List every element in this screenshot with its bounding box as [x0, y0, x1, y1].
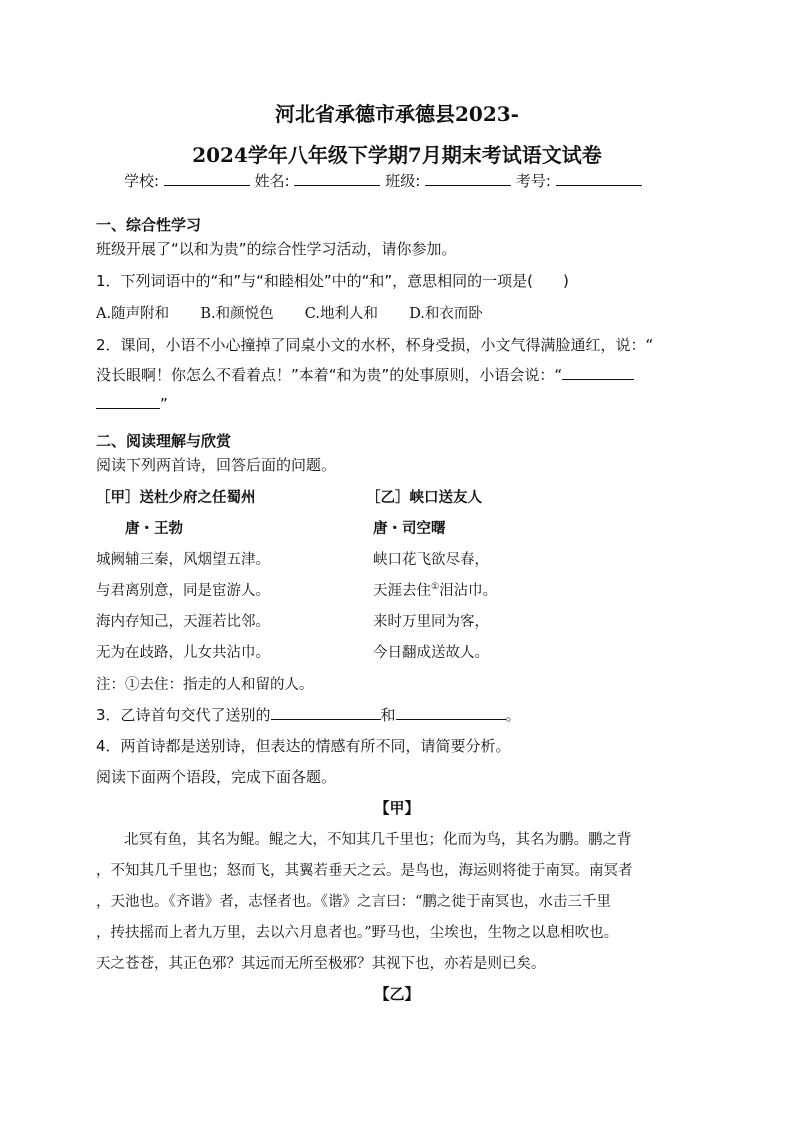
poem-b-line: 来时万里同为客， — [373, 614, 489, 630]
class-field[interactable] — [425, 171, 511, 186]
name-field[interactable] — [294, 171, 380, 186]
option-a[interactable]: A.随声附和 — [96, 306, 170, 322]
poem-a-line: 与君离别意，同是宦游人。 — [96, 583, 270, 599]
poem-a-title: ［甲］送杜少府之任蜀州 — [96, 489, 256, 506]
question-3 — [96, 704, 521, 725]
poem-b-author: 唐・司空曙 — [373, 520, 446, 537]
poem-b-title: ［乙］峡口送友人 — [366, 489, 482, 506]
poem-a-line: 城阙辅三秦，风烟望五津。 — [96, 552, 270, 568]
question-1: 1．下列词语中的“和”与“和睦相处”中的“和”，意思相同的一项是( ) — [96, 272, 569, 290]
poem-note — [96, 673, 314, 694]
info-fields — [124, 170, 642, 191]
exam-number-label: 考号: — [515, 172, 551, 190]
passage-b-label: 【乙】 — [374, 985, 420, 1003]
name-label: 姓名: — [254, 172, 290, 190]
answer-blank-q3a[interactable] — [271, 705, 381, 720]
page-title-line1: 河北省承德市承德县2023- — [275, 102, 519, 126]
answer-blank-q2b[interactable] — [96, 394, 160, 409]
section1-intro: 班级开展了“以和为贵”的综合性学习活动，请你参加。 — [96, 240, 457, 258]
question-2-line1: 2．课间，小语不小心撞掉了同桌小文的水杯，杯身受损，小文气得满脸通红，说：“ — [96, 336, 654, 354]
note-text: 去住：指走的人和留的人。 — [139, 677, 314, 693]
section2-intro2: 阅读下面两个语段，完成下面各题。 — [96, 768, 337, 786]
closing-quote: ” — [160, 395, 168, 413]
poem-b-line-part: 泪沾巾。 — [439, 583, 498, 599]
question-3-text: 3．乙诗首句交代了送别的 — [96, 706, 271, 724]
poem-b-line — [373, 579, 497, 600]
question-2-text: 没长眼啊！你怎么不看着点！”本着“和为贵”的处事原则，小语会说：“ — [96, 366, 563, 384]
note-marker: ① — [125, 677, 140, 693]
exam-number-field[interactable] — [556, 171, 642, 186]
passage-a-line: ，天池也。《齐谐》者，志怪者也。《谐》之言曰：“鹏之徙于南冥也，水击三千里 — [96, 894, 611, 910]
page-title-line2: 2024学年八年级下学期7月期末考试语文试卷 — [192, 143, 602, 167]
question-2-line2 — [96, 364, 634, 385]
option-b[interactable]: B.和颜悦色 — [200, 306, 274, 322]
option-c[interactable]: C.地利人和 — [304, 306, 378, 322]
poem-b-line: 峡口花飞欲尽春， — [373, 552, 489, 568]
question-3-mid: 和 — [380, 706, 396, 724]
class-label: 班级: — [385, 172, 421, 190]
section2-intro: 阅读下列两首诗，回答后面的问题。 — [96, 456, 337, 474]
answer-blank-q2a[interactable] — [562, 365, 634, 380]
school-field[interactable] — [164, 171, 250, 186]
poem-a-line: 无为在歧路，儿女共沾巾。 — [96, 645, 270, 661]
section2-heading: 二、阅读理解与欣赏 — [96, 432, 232, 450]
section1-heading: 一、综合性学习 — [96, 216, 202, 234]
passage-a-line: 天之苍苍，其正色邪？其远而无所至极邪？其视下也，亦若是则已矣。 — [96, 956, 546, 972]
poem-a-line: 海内存知己，天涯若比邻。 — [96, 614, 270, 630]
passage-a-line: ，抟扶摇而上者九万里，去以六月息者也。”野马也，尘埃也，生物之以息相吹也。 — [96, 925, 619, 941]
passage-a-line: 北冥有鱼，其名为鲲。鲲之大，不知其几千里也；化而为鸟，其名为鹏。鹏之背 — [124, 832, 632, 848]
passage-a-line: ，不知其几千里也；怒而飞，其翼若垂天之云。是鸟也，海运则将徙于南冥。南冥者 — [96, 863, 633, 879]
answer-blank-q3b[interactable] — [396, 705, 506, 720]
poem-b-line: 今日翻成送故人。 — [373, 645, 489, 661]
question-3-end: 。 — [505, 706, 521, 724]
footnote-marker: ① — [431, 582, 440, 593]
poem-a-author: 唐・王勃 — [125, 520, 183, 537]
poem-b-line-part: 天涯去住 — [373, 583, 431, 599]
school-label: 学校: — [124, 172, 160, 190]
question-4: 4．两首诗都是送别诗，但表达的情感有所不同，请简要分析。 — [96, 737, 511, 755]
note-prefix: 注： — [96, 677, 125, 693]
question-1-options — [96, 302, 483, 323]
passage-a-label: 【甲】 — [374, 799, 420, 817]
option-d[interactable]: D.和衣而卧 — [409, 306, 483, 322]
question-2-line3 — [96, 394, 168, 413]
